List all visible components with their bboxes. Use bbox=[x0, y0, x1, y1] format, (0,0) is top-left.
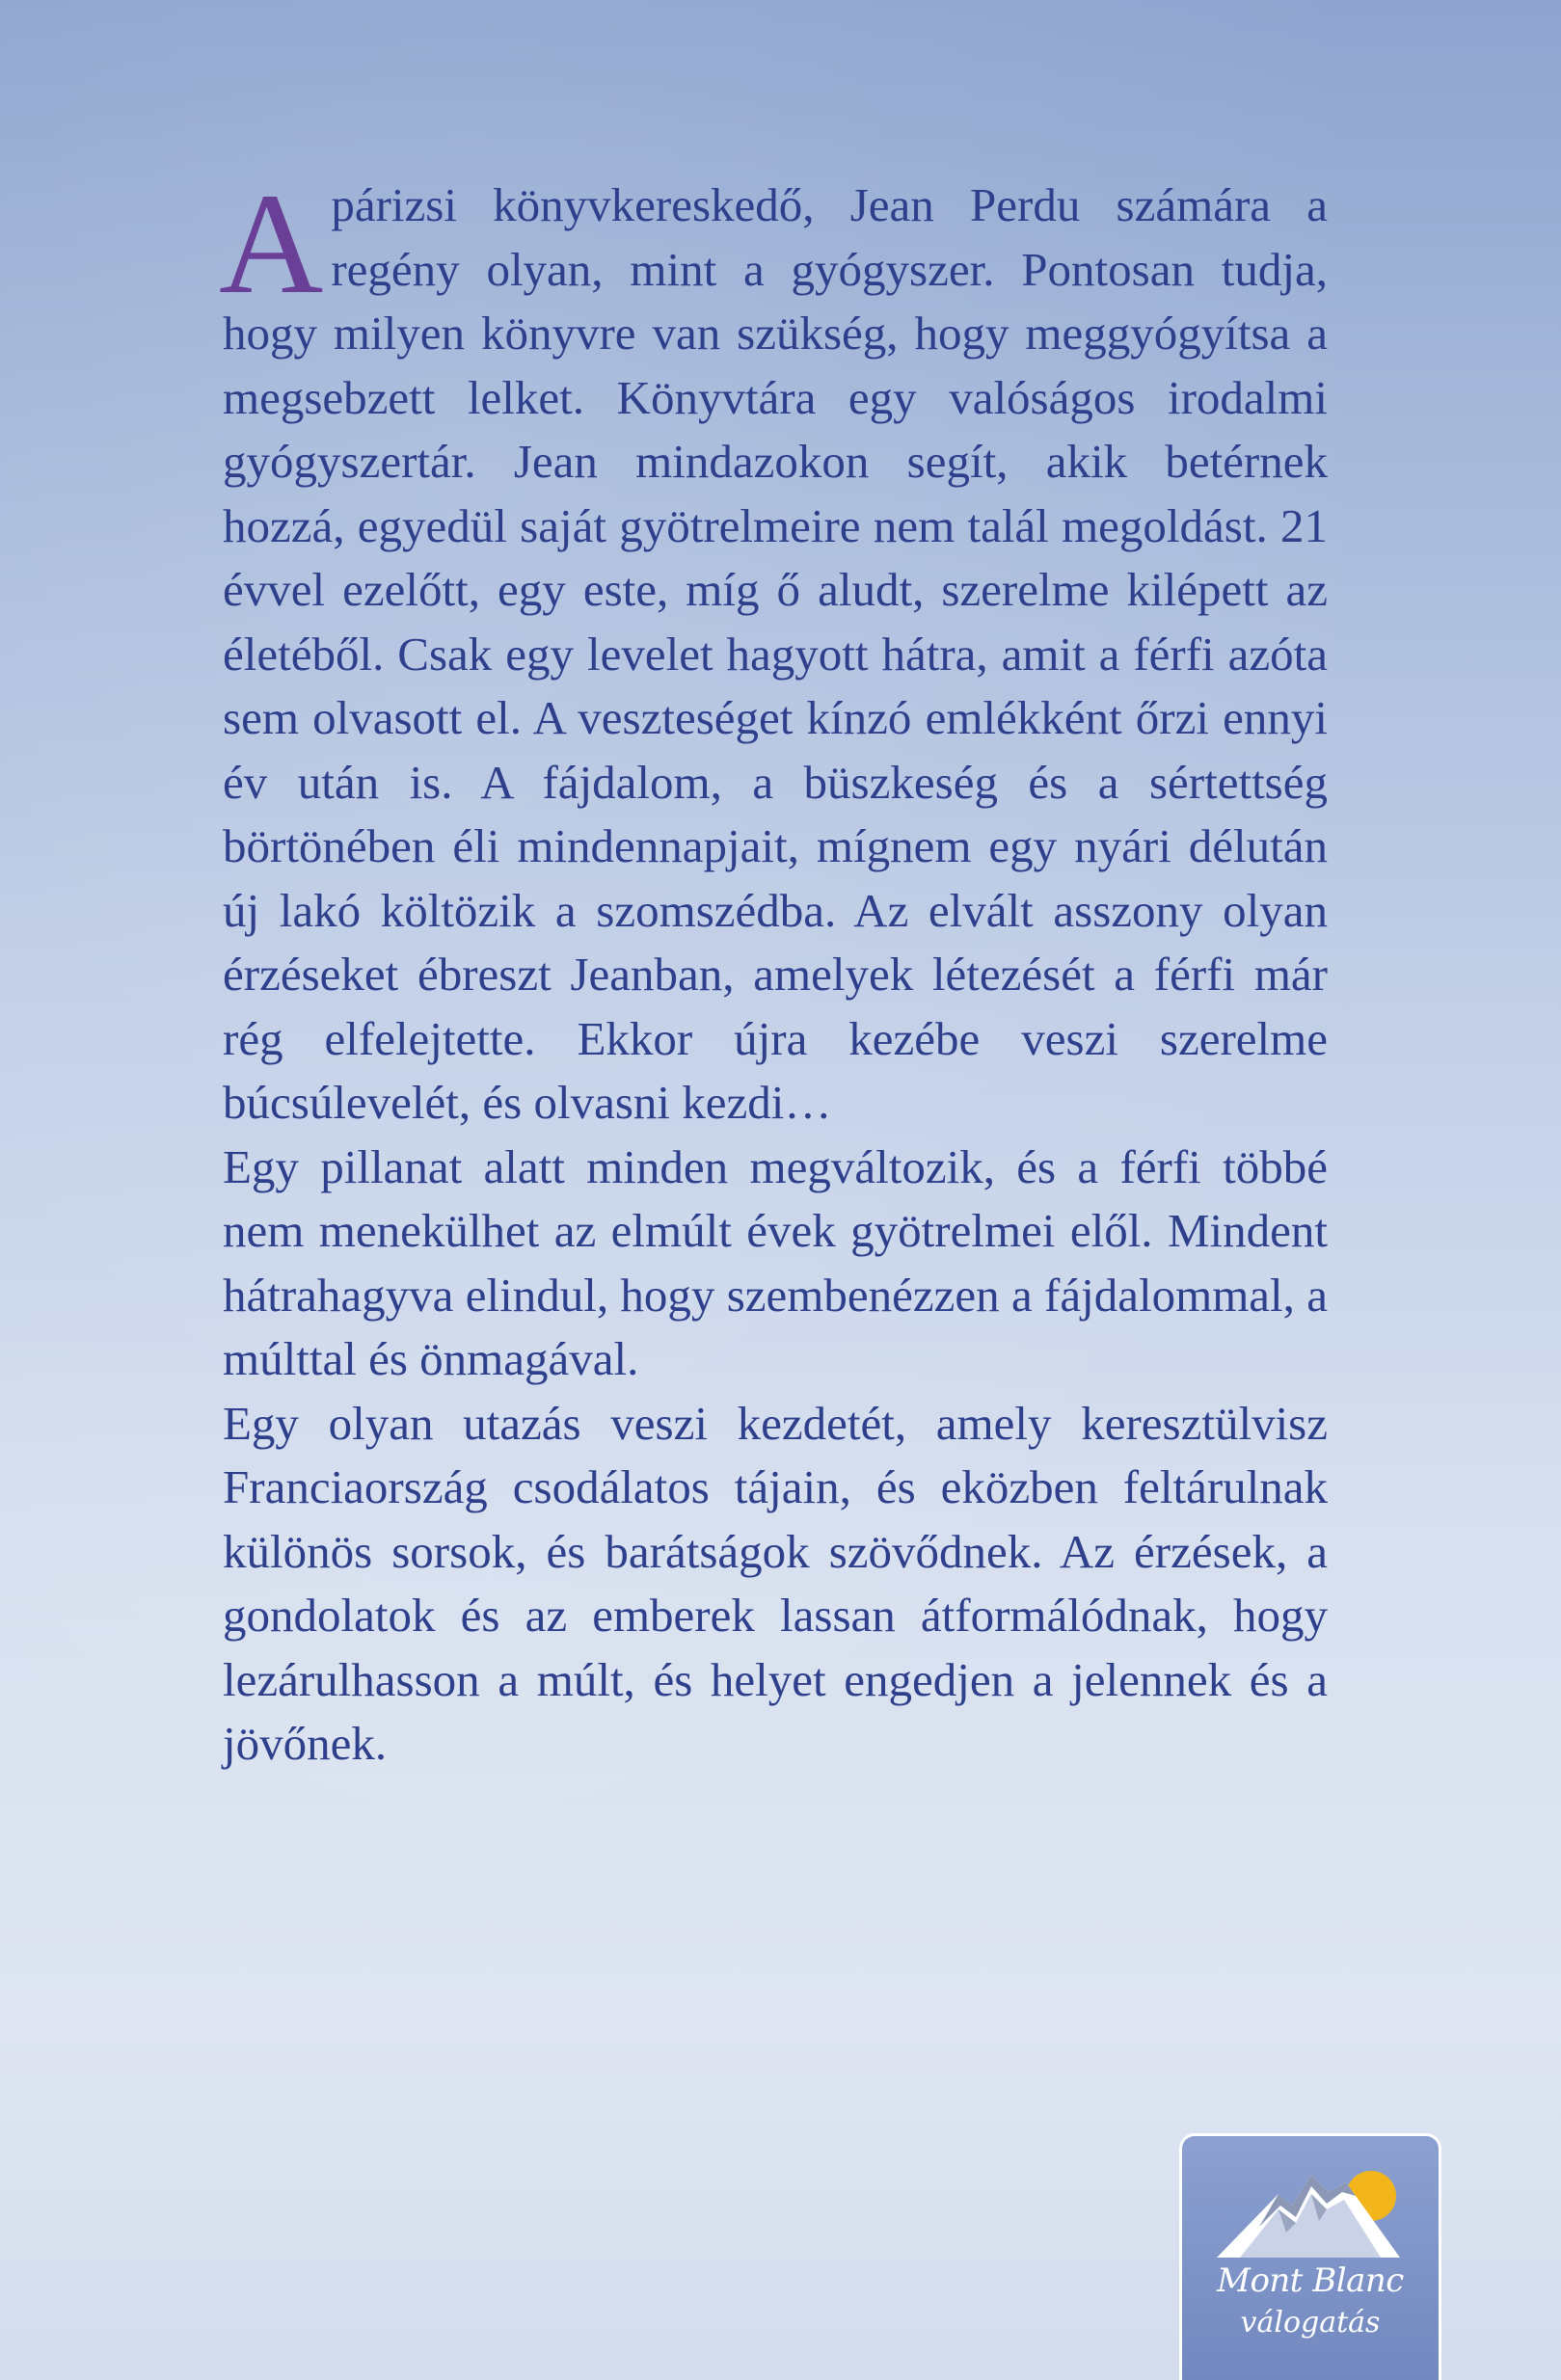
logo-title: Mont Blanc bbox=[1217, 2261, 1404, 2300]
mountain-sun-icon bbox=[1211, 2150, 1413, 2265]
blurb-paragraph-2: Egy pillanat alatt minden megváltozik, és a férfi többé nem menekülhet az elmúlt évek gyötrelmei elől. Mindent hátrahagyva elindul, hogy szembenézzen a fájdalommal, a múlttal és önmagával. bbox=[223, 1139, 1328, 1385]
dropcap-letter: A bbox=[219, 164, 324, 324]
blurb-paragraph-3: Egy olyan utazás veszi kezdetét, amely keresztülvisz Franciaország csodálatos tájain, és eközben feltárulnak különös sorsok, és barátságok szövődnek. Az érzések, a gondolatok és az emberek lassan átformálódnak, hogy lezárulhasson a múlt, és helyet engedjen a jelennek és a jövőnek. bbox=[223, 1396, 1328, 1770]
logo-subtitle: válogatás bbox=[1240, 2306, 1381, 2340]
publisher-logo bbox=[1179, 2133, 1441, 2380]
blurb-text bbox=[219, 164, 1328, 1777]
blurb-paragraph-1 bbox=[219, 164, 1328, 1136]
blurb-paragraph-1-text: párizsi könyvkereskedő, Jean Perdu számára a regény olyan, mint a gyógyszer. Pontosan tudja, hogy milyen könyvre van szükség, hogy meggyógyítsa a megsebzett lelket. Könyvtára egy valóságos irodalmi gyógyszertár. Jean mindazokon segít, akik betérnek hozzá, egyedül saját gyötrelmeire nem talál megoldást. 21 évvel ezelőtt, egy este, míg ő aludt, szerelme kilépett az életéből. Csak egy levelet hagyott hátra, amit a férfi azóta sem olvasott el. A veszteséget kínzó emlékként őrzi ennyi év után is. A fájdalom, a büszkeség és a sértettség börtönében éli mindennapjait, mígnem egy nyári délután új lakó költözik a szomszédba. Az elvált asszony olyan érzéseket ébreszt Jeanban, amelyek létezését a férfi már rég elfelejtette. Ekkor újra kezébe veszi szerelme búcsúlevelét, és olvasni kezdi… bbox=[223, 178, 1328, 1129]
